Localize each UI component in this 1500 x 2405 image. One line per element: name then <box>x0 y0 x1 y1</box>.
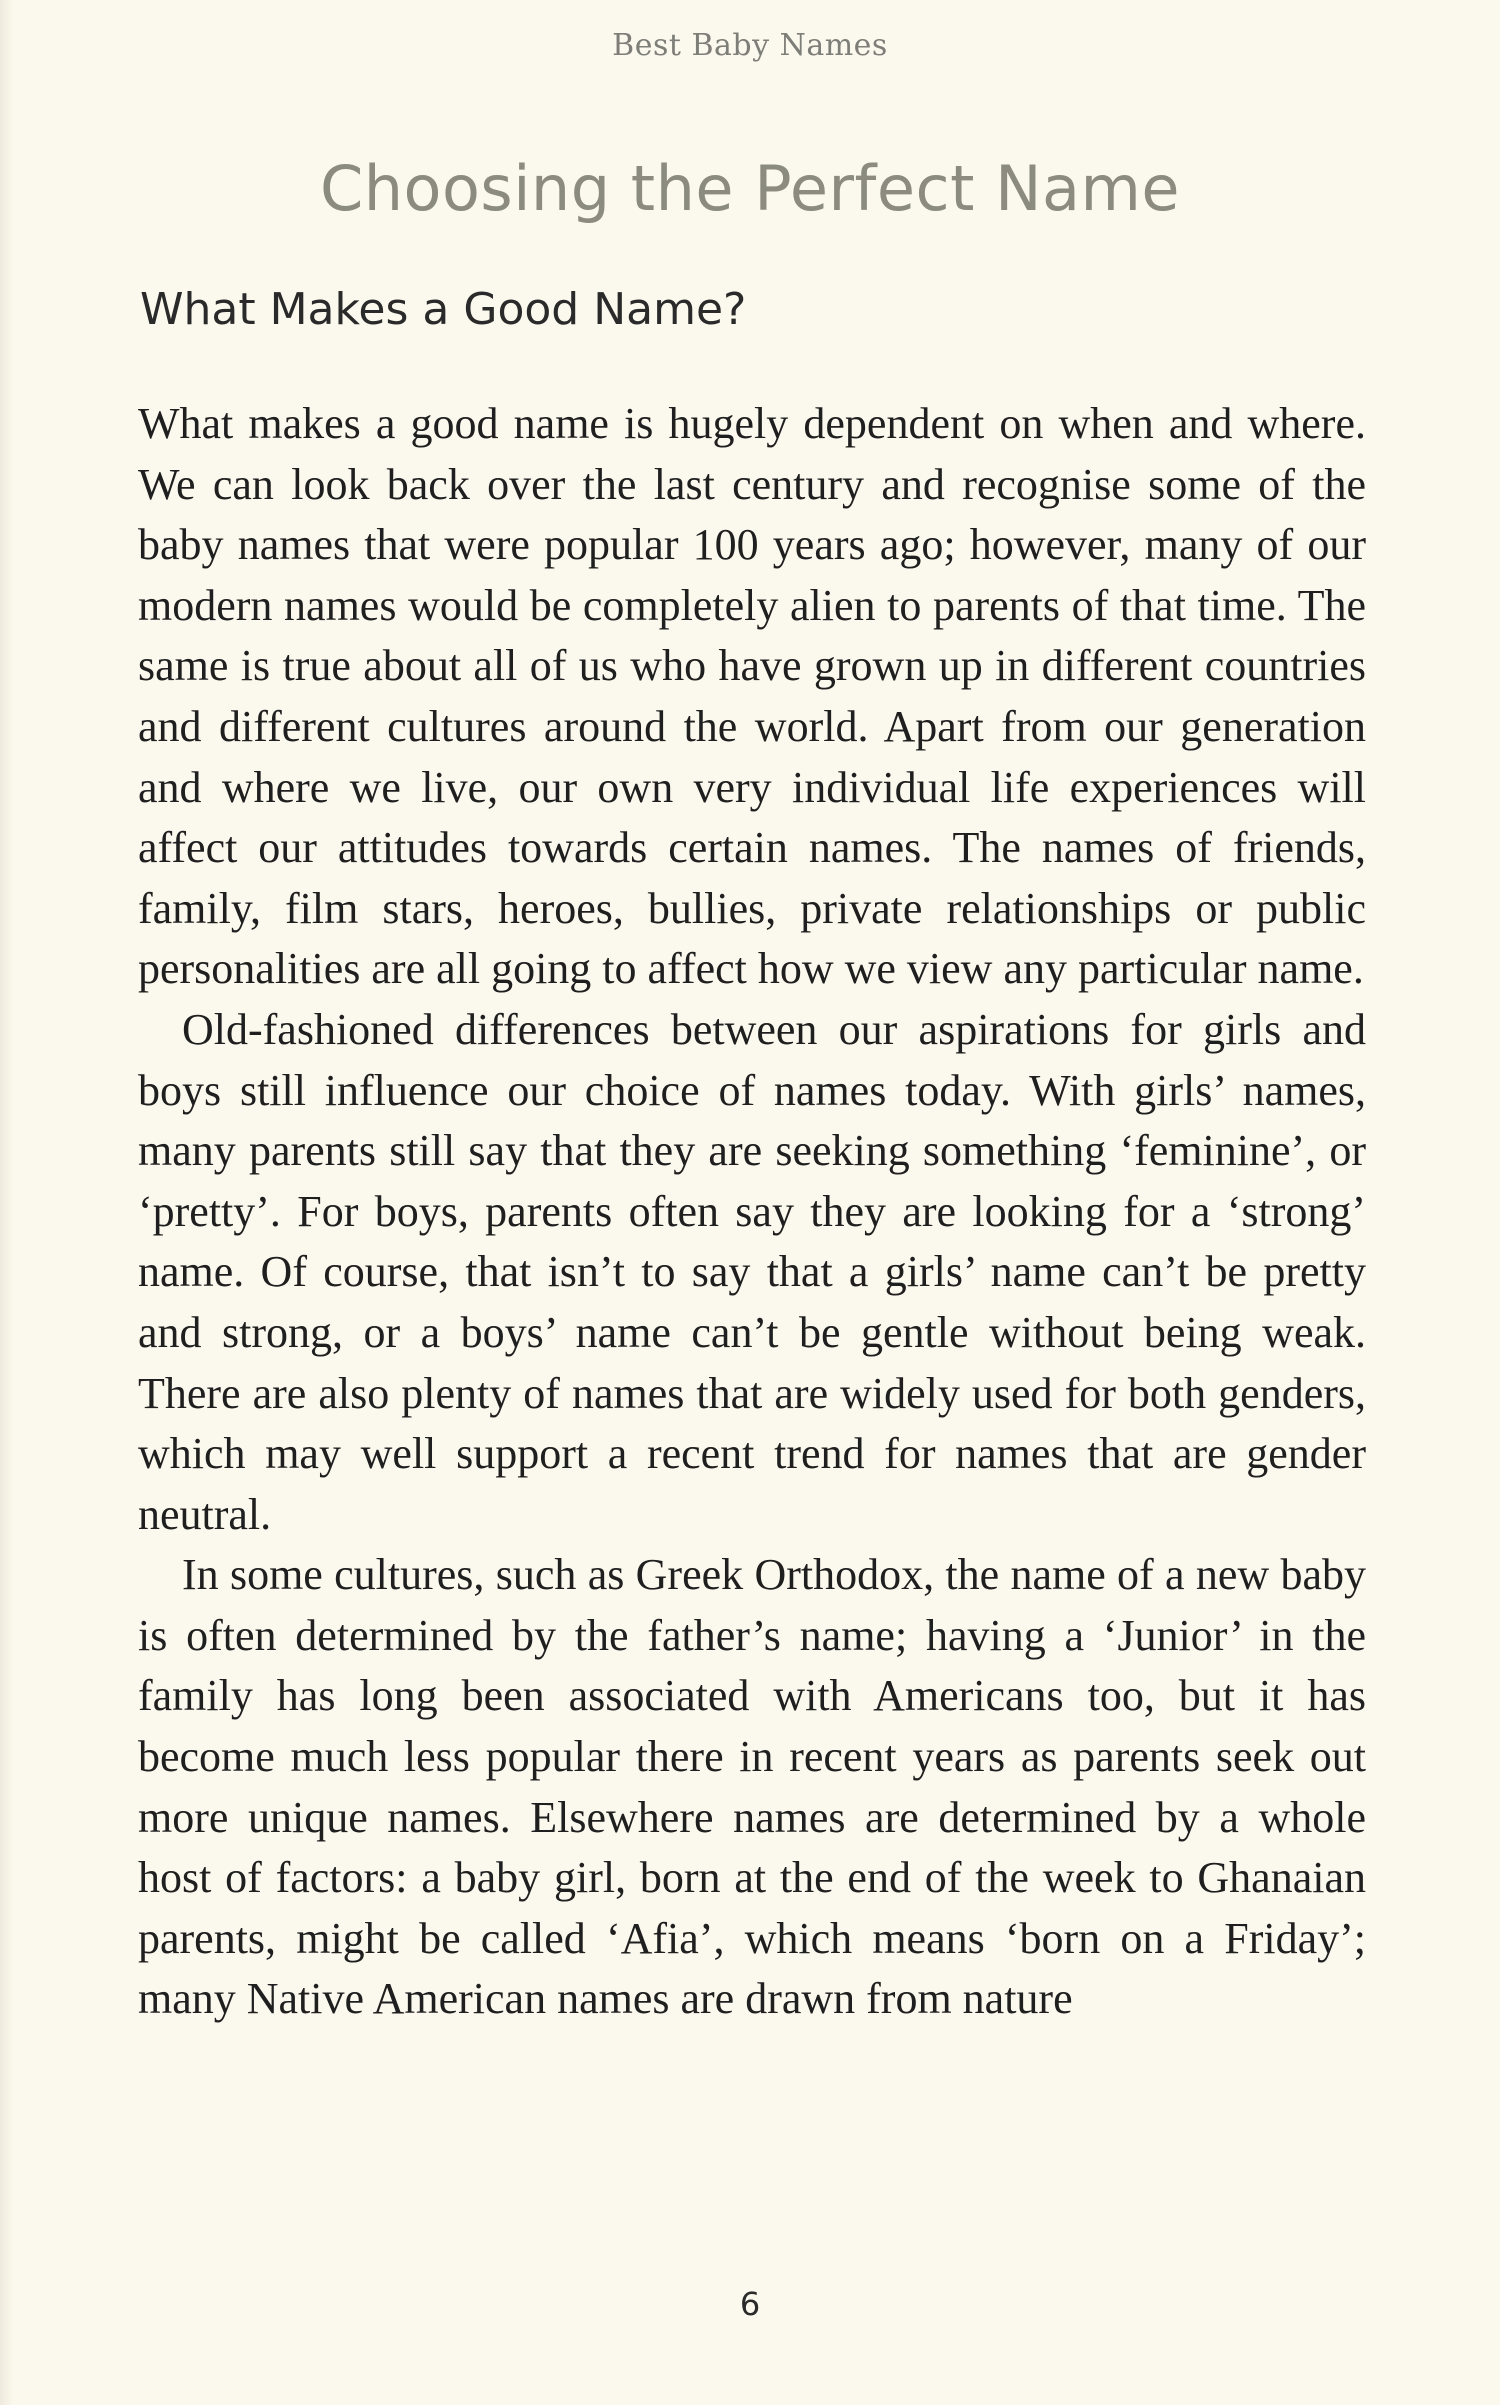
paragraph-2: Old-fashioned differences between our aspirations for girls and boys still influence our choice of names today. With girls’ names, many parents still say that they are seeking something ‘feminine’, or ‘pretty’. For boys, parents often say they are looking for a ‘strong’ name. Of course, that isn’t to say that a girls’ name can’t be pretty and strong, or a boys’ name can’t be gentle without being weak. There are also plenty of names that are widely used for both genders, which may well support a recent trend for names that are gender neutral. <box>138 1004 1366 1539</box>
section-heading: What Makes a Good Name? <box>140 284 747 335</box>
body-text <box>138 394 1366 2030</box>
paragraph-1: What makes a good name is hugely dependent on when and where. We can look back over the last century and recognise some of the baby names that were popular 100 years ago; however, many of our modern names would be completely alien to parents of that time. The same is true about all of us who have grown up in different countries and different cultures around the world. Apart from our generation and where we live, our own very individual life experiences will affect our attitudes towards certain names. The names of friends, family, film stars, heroes, bullies, private relationships or public personalities are all going to affect how we view any particular name. <box>138 399 1366 994</box>
page-edge-shadow <box>0 0 14 2405</box>
paragraph-3: In some cultures, such as Greek Orthodox, the name of a new baby is often determined by the father’s name; having a ‘Junior’ in the family has long been associated with Americans too, but it has become much less popular there in recent years as parents seek out more unique names. Elsewhere names are determined by a whole host of factors: a baby girl, born at the end of the week to Ghanaian parents, might be called ‘Afia’, which means ‘born on a Friday’; many Native American names are drawn from nature <box>138 1550 1366 2024</box>
chapter-title: Choosing the Perfect Name <box>319 152 1181 225</box>
running-head: Best Baby Names <box>612 28 888 63</box>
page-number: 6 <box>739 2285 761 2323</box>
